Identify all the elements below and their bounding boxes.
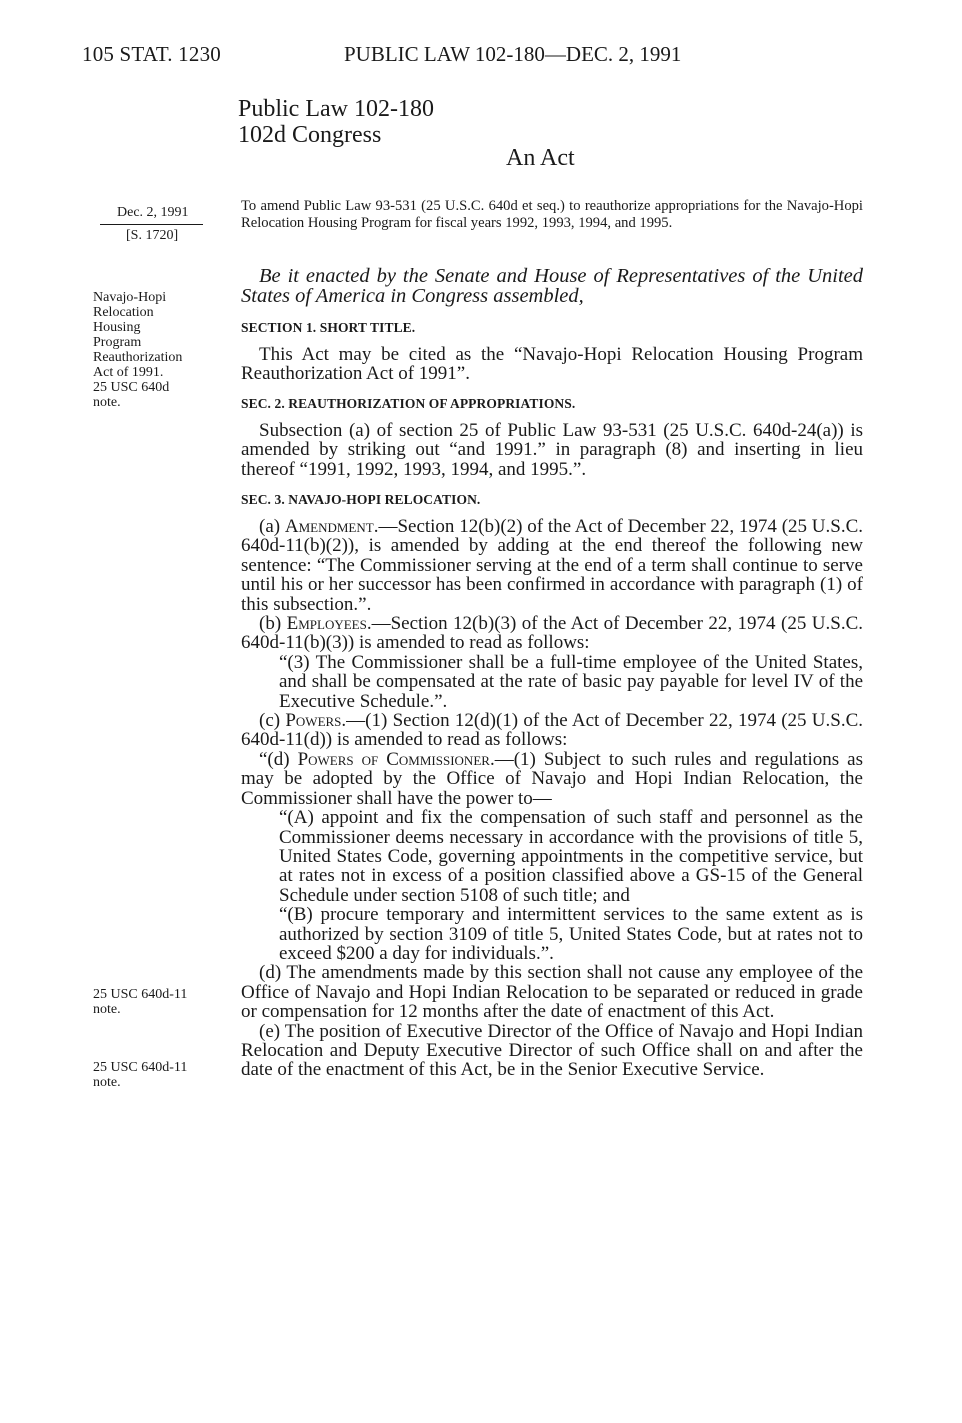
margin-bill-number: [S. 1720] [126, 228, 179, 243]
subsection-b-quote: “(3) The Commissioner shall be a full-time employee of the United States, and shall be compensated at the rate of basic pay payable for level IV of the Executive Schedule.”. [279, 651, 863, 712]
subsection-e: (e) The position of Executive Director of the Office of Navajo and Hopi Indian Relocation and Deputy Executive Director of such Office shall on and after the date of the enactment of this Act, be in the Senior Executive Service. [241, 1020, 863, 1081]
section-1-heading: SECTION 1. SHORT TITLE. [241, 320, 416, 335]
congress-title: 102d Congress [238, 122, 382, 148]
page-law-header: PUBLIC LAW 102-180—DEC. 2, 1991 [344, 42, 682, 66]
margin-divider [100, 224, 203, 225]
margin-note-short-title: Navajo-Hopi Relocation Housing Program Reauthorization Act of 1991. 25 USC 640d note. [93, 290, 183, 410]
section-3-heading: SEC. 3. NAVAJO-HOPI RELOCATION. [241, 492, 481, 507]
page-stat-citation: 105 STAT. 1230 [82, 42, 221, 66]
section-1-text: This Act may be cited as the “Navajo-Hopi Relocation Housing Program Reauthorization Act of 1991”. [241, 344, 863, 385]
section-2-heading: SEC. 2. REAUTHORIZATION OF APPROPRIATIONS. [241, 396, 576, 411]
subsection-c-clause-b: “(B) procure temporary and intermittent services to the same extent as is authorized by section 3109 of title 5, United States Code, but at rates not to exceed $200 a day for individuals.”. [279, 904, 863, 964]
margin-note-640d-11-b: 25 USC 640d-11 note. [93, 1060, 188, 1090]
public-law-title: Public Law 102-180 [238, 96, 434, 122]
margin-note-640d-11-a: 25 USC 640d-11 note. [93, 987, 188, 1017]
subsection-a: (a) Amendment.—Section 12(b)(2) of the Act of December 22, 1974 (25 U.S.C. 640d-11(b)(2)), is amended by adding at the end thereof the following new sentence: “The Commissioner serving at the end of a term shall continue to serve until his or her successor has been confirmed in accordance with paragraph (1) of this subsection.”. [241, 516, 863, 615]
section-3-body [241, 517, 863, 1080]
subsection-c-quote-d: “(d) Powers of Commissioner.—(1) Subject to such rules and regulations as may be adopted by the Office of Navajo and Hopi Indian Relocation, the Commissioner shall have the power to— [241, 748, 863, 809]
an-act-label: An Act [506, 145, 575, 171]
subsection-b: (b) Employees.—Section 12(b)(3) of the Act of December 22, 1974 (25 U.S.C. 640d-11(b)(3)) is amended to read as follows: [241, 613, 863, 654]
enacting-clause: Be it enacted by the Senate and House of Representatives of the United States of America in Congress assembled, [241, 265, 863, 307]
subsection-c-clause-a: “(A) appoint and fix the compensation of such staff and personnel as the Commissioner deems necessary in accordance with the provisions of title 5, United States Code, governing appointments in the competitive service, but at rates not in excess of a position classified above a GS-15 of the General Schedule under section 5108 of such title; and [279, 807, 863, 906]
act-purpose: To amend Public Law 93-531 (25 U.S.C. 640d et seq.) to reauthorize appropriations for the Navajo-Hopi Relocation Housing Program for fiscal years 1992, 1993, 1994, and 1995. [241, 198, 863, 231]
subsection-d: (d) The amendments made by this section shall not cause any employee of the Office of Navajo and Hopi Indian Relocation to be separated or reduced in grade or compensation for 12 months after the date of enactment of this Act. [241, 962, 863, 1023]
subsection-c: (c) Powers.—(1) Section 12(d)(1) of the Act of December 22, 1974 (25 U.S.C. 640d-11(d)) is amended to read as follows: [241, 710, 863, 751]
section-2-text: Subsection (a) of section 25 of Public Law 93-531 (25 U.S.C. 640d-24(a)) is amended by striking out “and 1991.” in paragraph (8) and inserting in lieu thereof “1991, 1992, 1993, 1994, and 1995.”. [241, 420, 863, 480]
margin-date: Dec. 2, 1991 [117, 205, 189, 220]
